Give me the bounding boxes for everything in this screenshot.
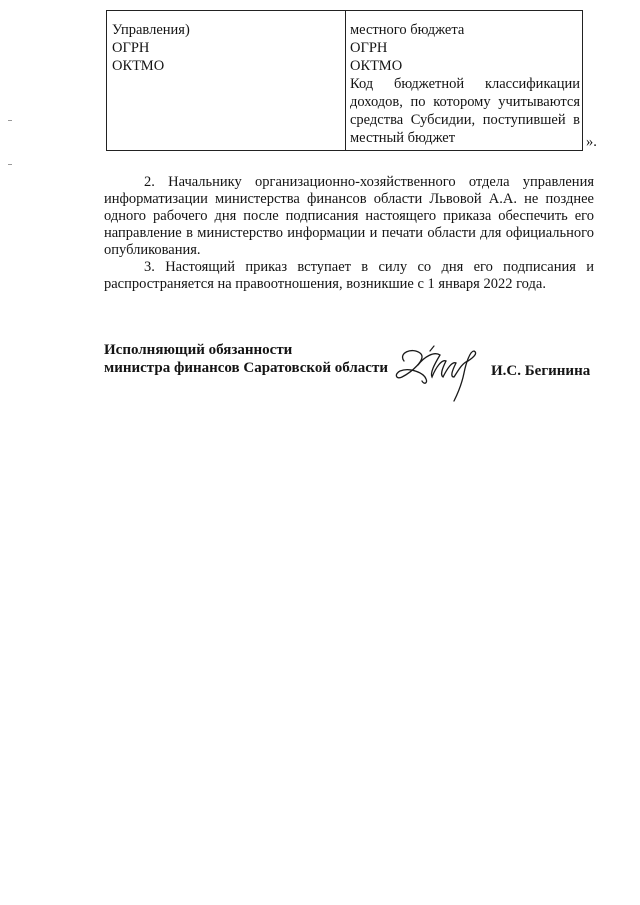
handwritten-signature <box>390 343 490 405</box>
table-right-paragraph: Код бюджетной классификации доходов, по которому учитываются средства Субсидии, поступившей в местный бюджет <box>350 76 580 146</box>
signatory-title <box>104 341 388 377</box>
table-left-line: ОГРН <box>112 40 150 56</box>
signatory-title-line: Исполняющий обязанности <box>104 342 293 358</box>
table-left-line: ОКТМО <box>112 58 165 74</box>
table-right-line: ОКТМО <box>350 58 403 74</box>
scan-margin-mark <box>8 164 12 165</box>
table-right-line: местного бюджета <box>350 22 465 38</box>
signatory-title-line: министра финансов Саратовской области <box>104 360 388 376</box>
table-right-line: ОГРН <box>350 40 388 56</box>
scan-margin-mark <box>8 120 12 121</box>
table-left-line: Управления) <box>112 22 190 38</box>
paragraph-3: 3. Настоящий приказ вступает в силу со дня его подписания и распространяется на правоотношения, возникшие с 1 января 2022 года. <box>104 259 594 292</box>
table-column-divider <box>345 11 346 150</box>
table-right-cell <box>350 21 580 147</box>
table-left-cell <box>112 21 337 75</box>
paragraph-2: 2. Начальнику организационно-хозяйственного отдела управления информатизации министерства финансов области Львовой А.А. не позднее одного рабочего дня после подписания настоящего приказа обеспечить его направление в министерство информации и печати области для официального опубликования. <box>104 174 594 258</box>
signatory-name: И.С. Бегинина <box>491 363 591 379</box>
table-closing-quote: ». <box>586 134 597 150</box>
subsidy-details-table <box>106 10 583 151</box>
